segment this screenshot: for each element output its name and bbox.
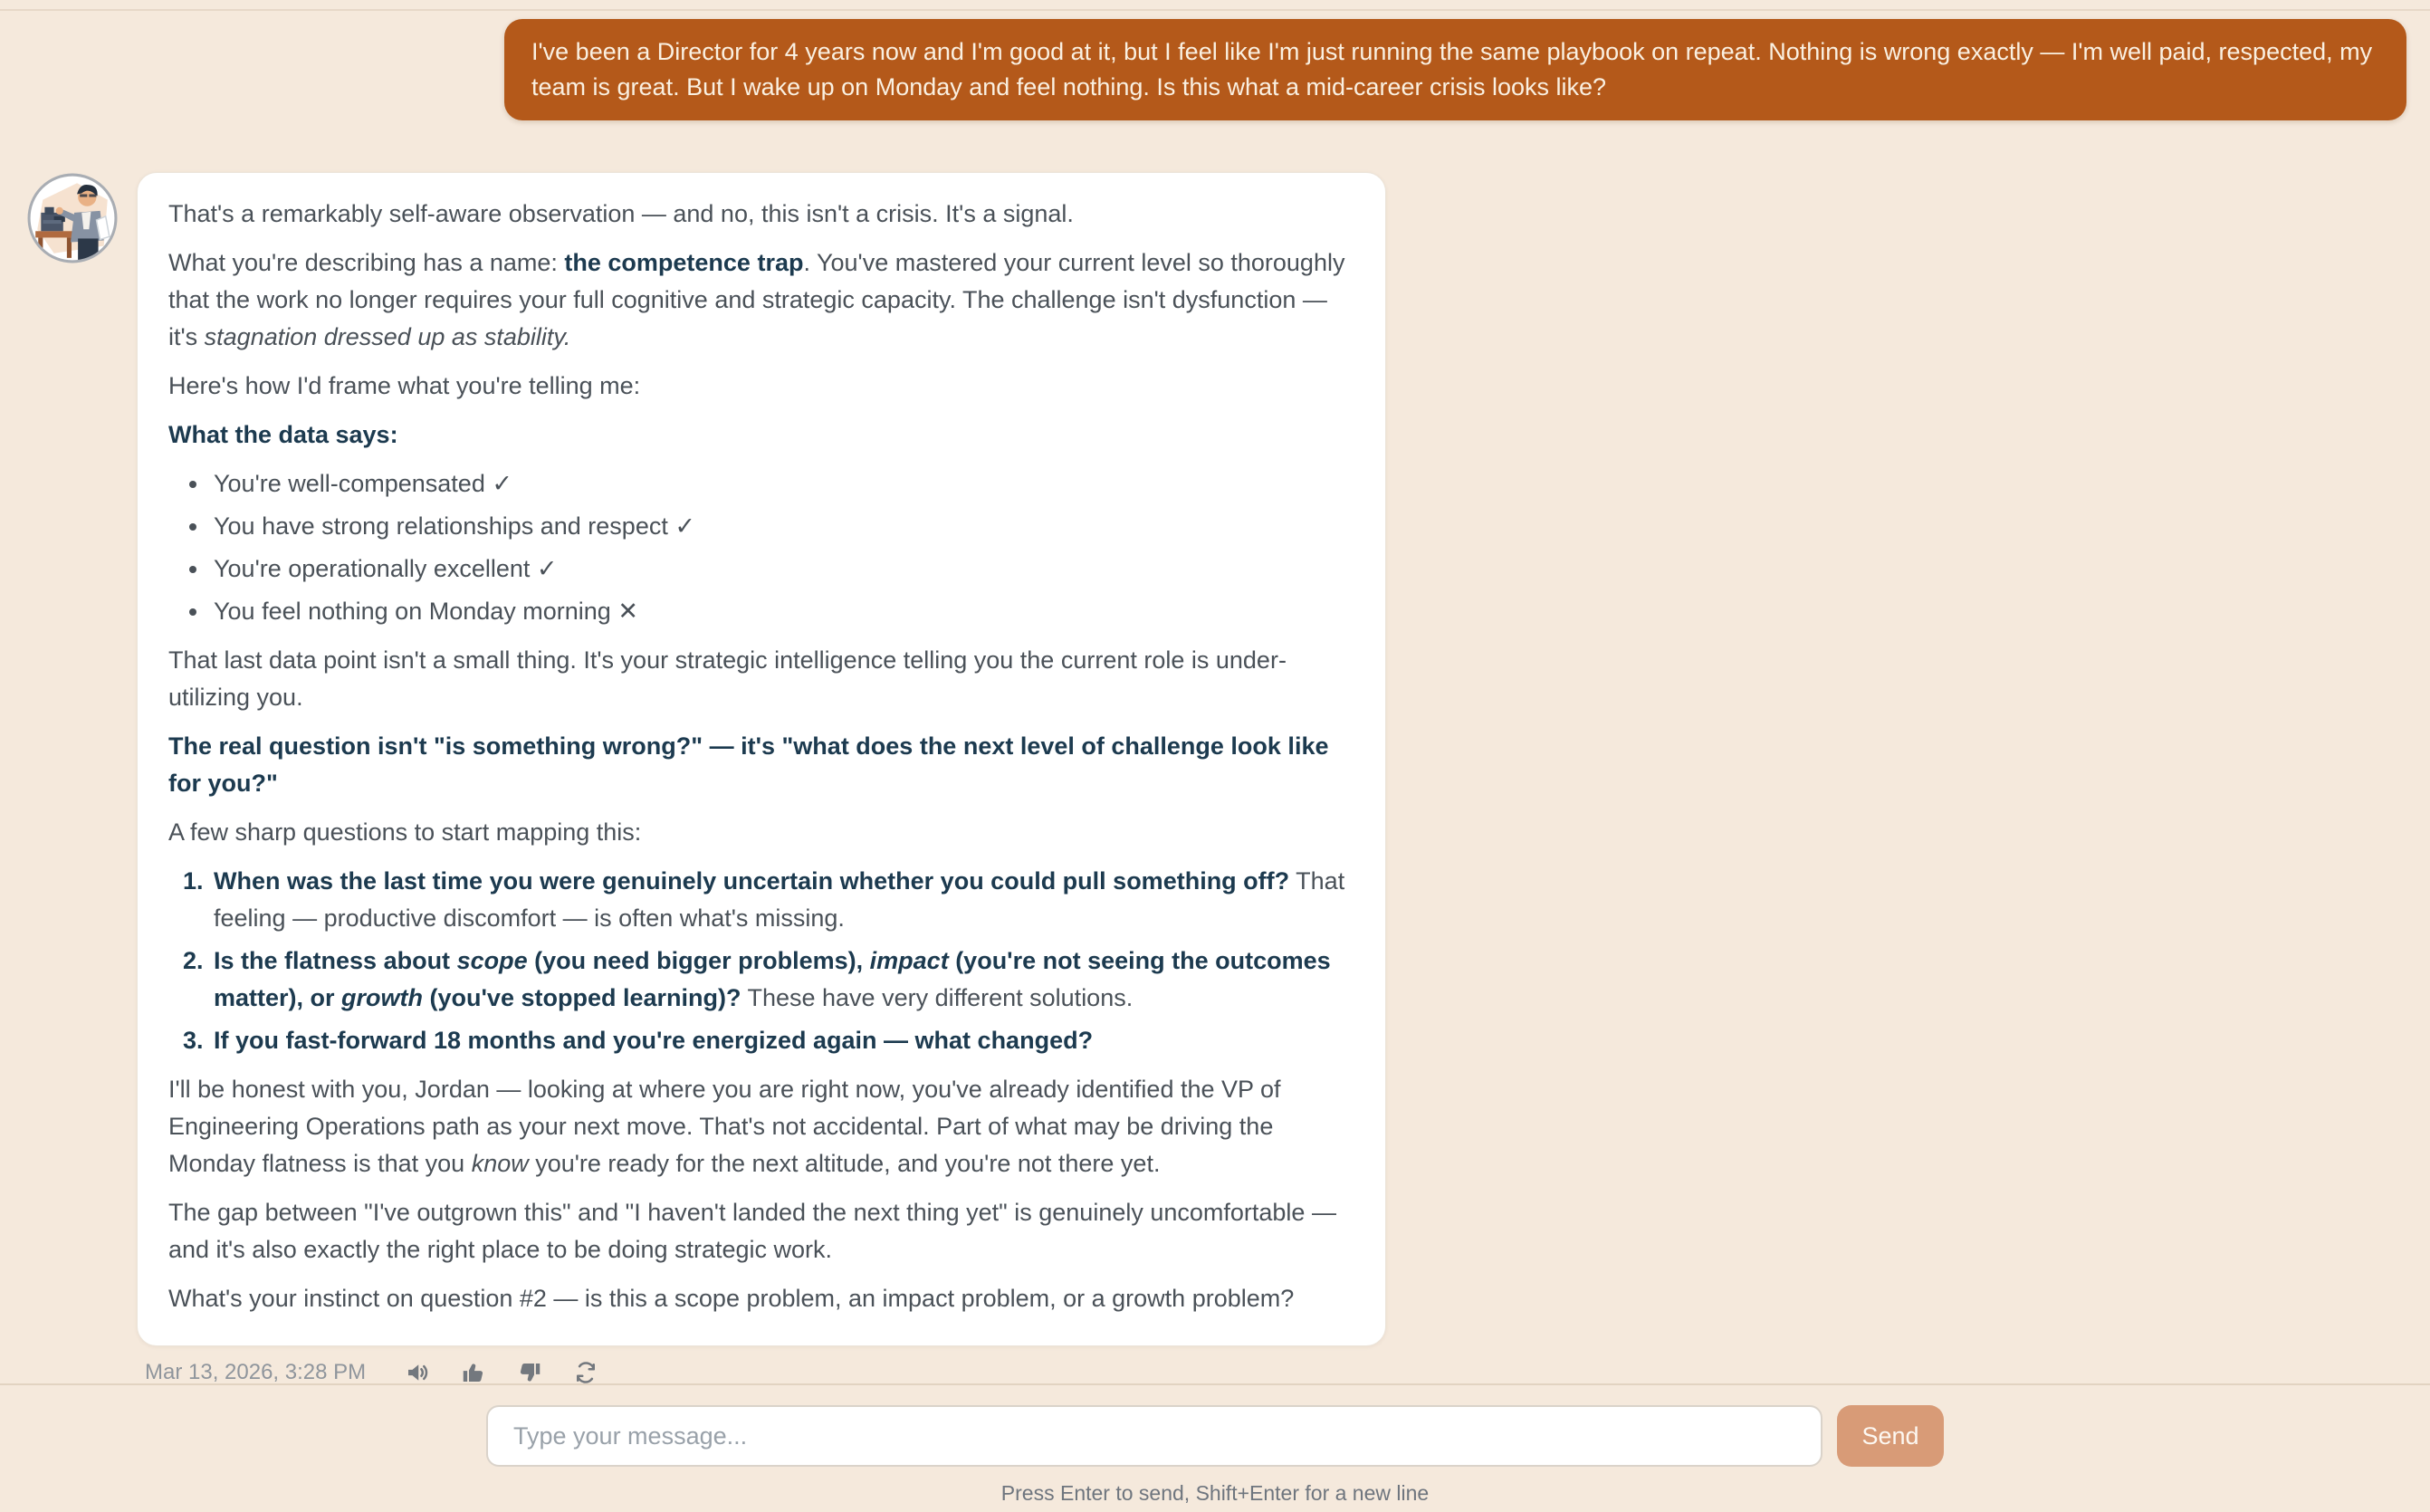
- message-input[interactable]: [486, 1405, 1822, 1467]
- message-actions: [404, 1359, 599, 1383]
- message-meta-row: [145, 1359, 2430, 1383]
- assistant-message-body: [168, 196, 1354, 1317]
- message-timestamp: Mar 13, 2026, 3:28 PM: [145, 1360, 367, 1383]
- thumbs-down-icon[interactable]: [516, 1359, 543, 1383]
- message-paragraph: The real question isn't "is something wrong?" — it's "what does the next level of challenge look like for you?": [168, 732, 1329, 797]
- user-message-bubble: I've been a Director for 4 years now and I'm good at it, but I feel like I'm just running the same playbook on repeat. Nothing is wrong exactly — I'm well paid, respected, my team is great. But I wake up on Monday and feel nothing. Is this what a mid-career crisis looks like?: [504, 19, 2406, 120]
- chat-scroll-area[interactable]: [0, 11, 2430, 1383]
- message-list-item: • You have strong relationships and respect ✓: [210, 508, 1354, 545]
- message-list: [168, 863, 1354, 1059]
- message-paragraph: A few sharp questions to start mapping this:: [168, 818, 642, 846]
- send-button[interactable]: Send: [1837, 1405, 1944, 1467]
- composer-hint: Press Enter to send, Shift+Enter for a new line: [1000, 1481, 1430, 1505]
- message-paragraph: What the data says:: [168, 421, 398, 448]
- assistant-message-row: [0, 172, 2430, 1346]
- message-list: [168, 465, 1354, 630]
- thumbs-up-icon[interactable]: [460, 1359, 487, 1383]
- assistant-message-card: [137, 172, 1386, 1346]
- composer-row: [0, 1405, 2430, 1467]
- message-paragraph: Here's how I'd frame what you're telling me:: [168, 372, 641, 399]
- message-list-item: • You're well-compensated ✓: [210, 465, 1354, 502]
- message-paragraph: I'll be honest with you, Jordan — looking at where you are right now, you've already identified the VP of Engineering Operations path as your next move. That's not accidental. Part of what may be driving the Monday flatness is that you know you're ready for the next altitude, and you're not there yet.: [168, 1076, 1281, 1177]
- message-paragraph: What's your instinct on question #2 — is this a scope problem, an impact problem, or a growth problem?: [168, 1285, 1295, 1312]
- man-at-printing-press-icon: [26, 172, 119, 264]
- regenerate-icon[interactable]: [572, 1359, 599, 1383]
- composer-footer: [0, 1383, 2430, 1512]
- message-paragraph: That last data point isn't a small thing. It's your strategic intelligence telling you the current role is under-utilizing you.: [168, 646, 1287, 711]
- message-paragraph: What you're describing has a name: the competence trap. You've mastered your current level so thoroughly that the work no longer requires your full cognitive and strategic capacity. The challenge isn't dysfunction — it's stagnation dressed up as stability.: [168, 249, 1345, 350]
- message-list-item: • You're operationally excellent ✓: [210, 550, 1354, 588]
- assistant-avatar: [26, 172, 119, 264]
- message-list-item: 1. When was the last time you were genuinely uncertain whether you could pull something off? That feeling — productive discomfort — is often what's missing.: [210, 863, 1354, 937]
- user-message-row: [0, 11, 2430, 120]
- message-paragraph: That's a remarkably self-aware observation — and no, this isn't a crisis. It's a signal.: [168, 200, 1074, 227]
- message-paragraph: The gap between "I've outgrown this" and "I haven't landed the next thing yet" is genuinely uncomfortable — and it's also exactly the right place to be doing strategic work.: [168, 1199, 1336, 1263]
- message-list-item: 3. If you fast-forward 18 months and you're energized again — what changed?: [210, 1022, 1354, 1059]
- message-list-item: • You feel nothing on Monday morning ✕: [210, 593, 1354, 630]
- read-aloud-icon[interactable]: [404, 1359, 431, 1383]
- message-list-item: 2. Is the flatness about scope (you need bigger problems), impact (you're not seeing the outcomes matter), or growth (you've stopped learning)? These have very different solutions.: [210, 943, 1354, 1017]
